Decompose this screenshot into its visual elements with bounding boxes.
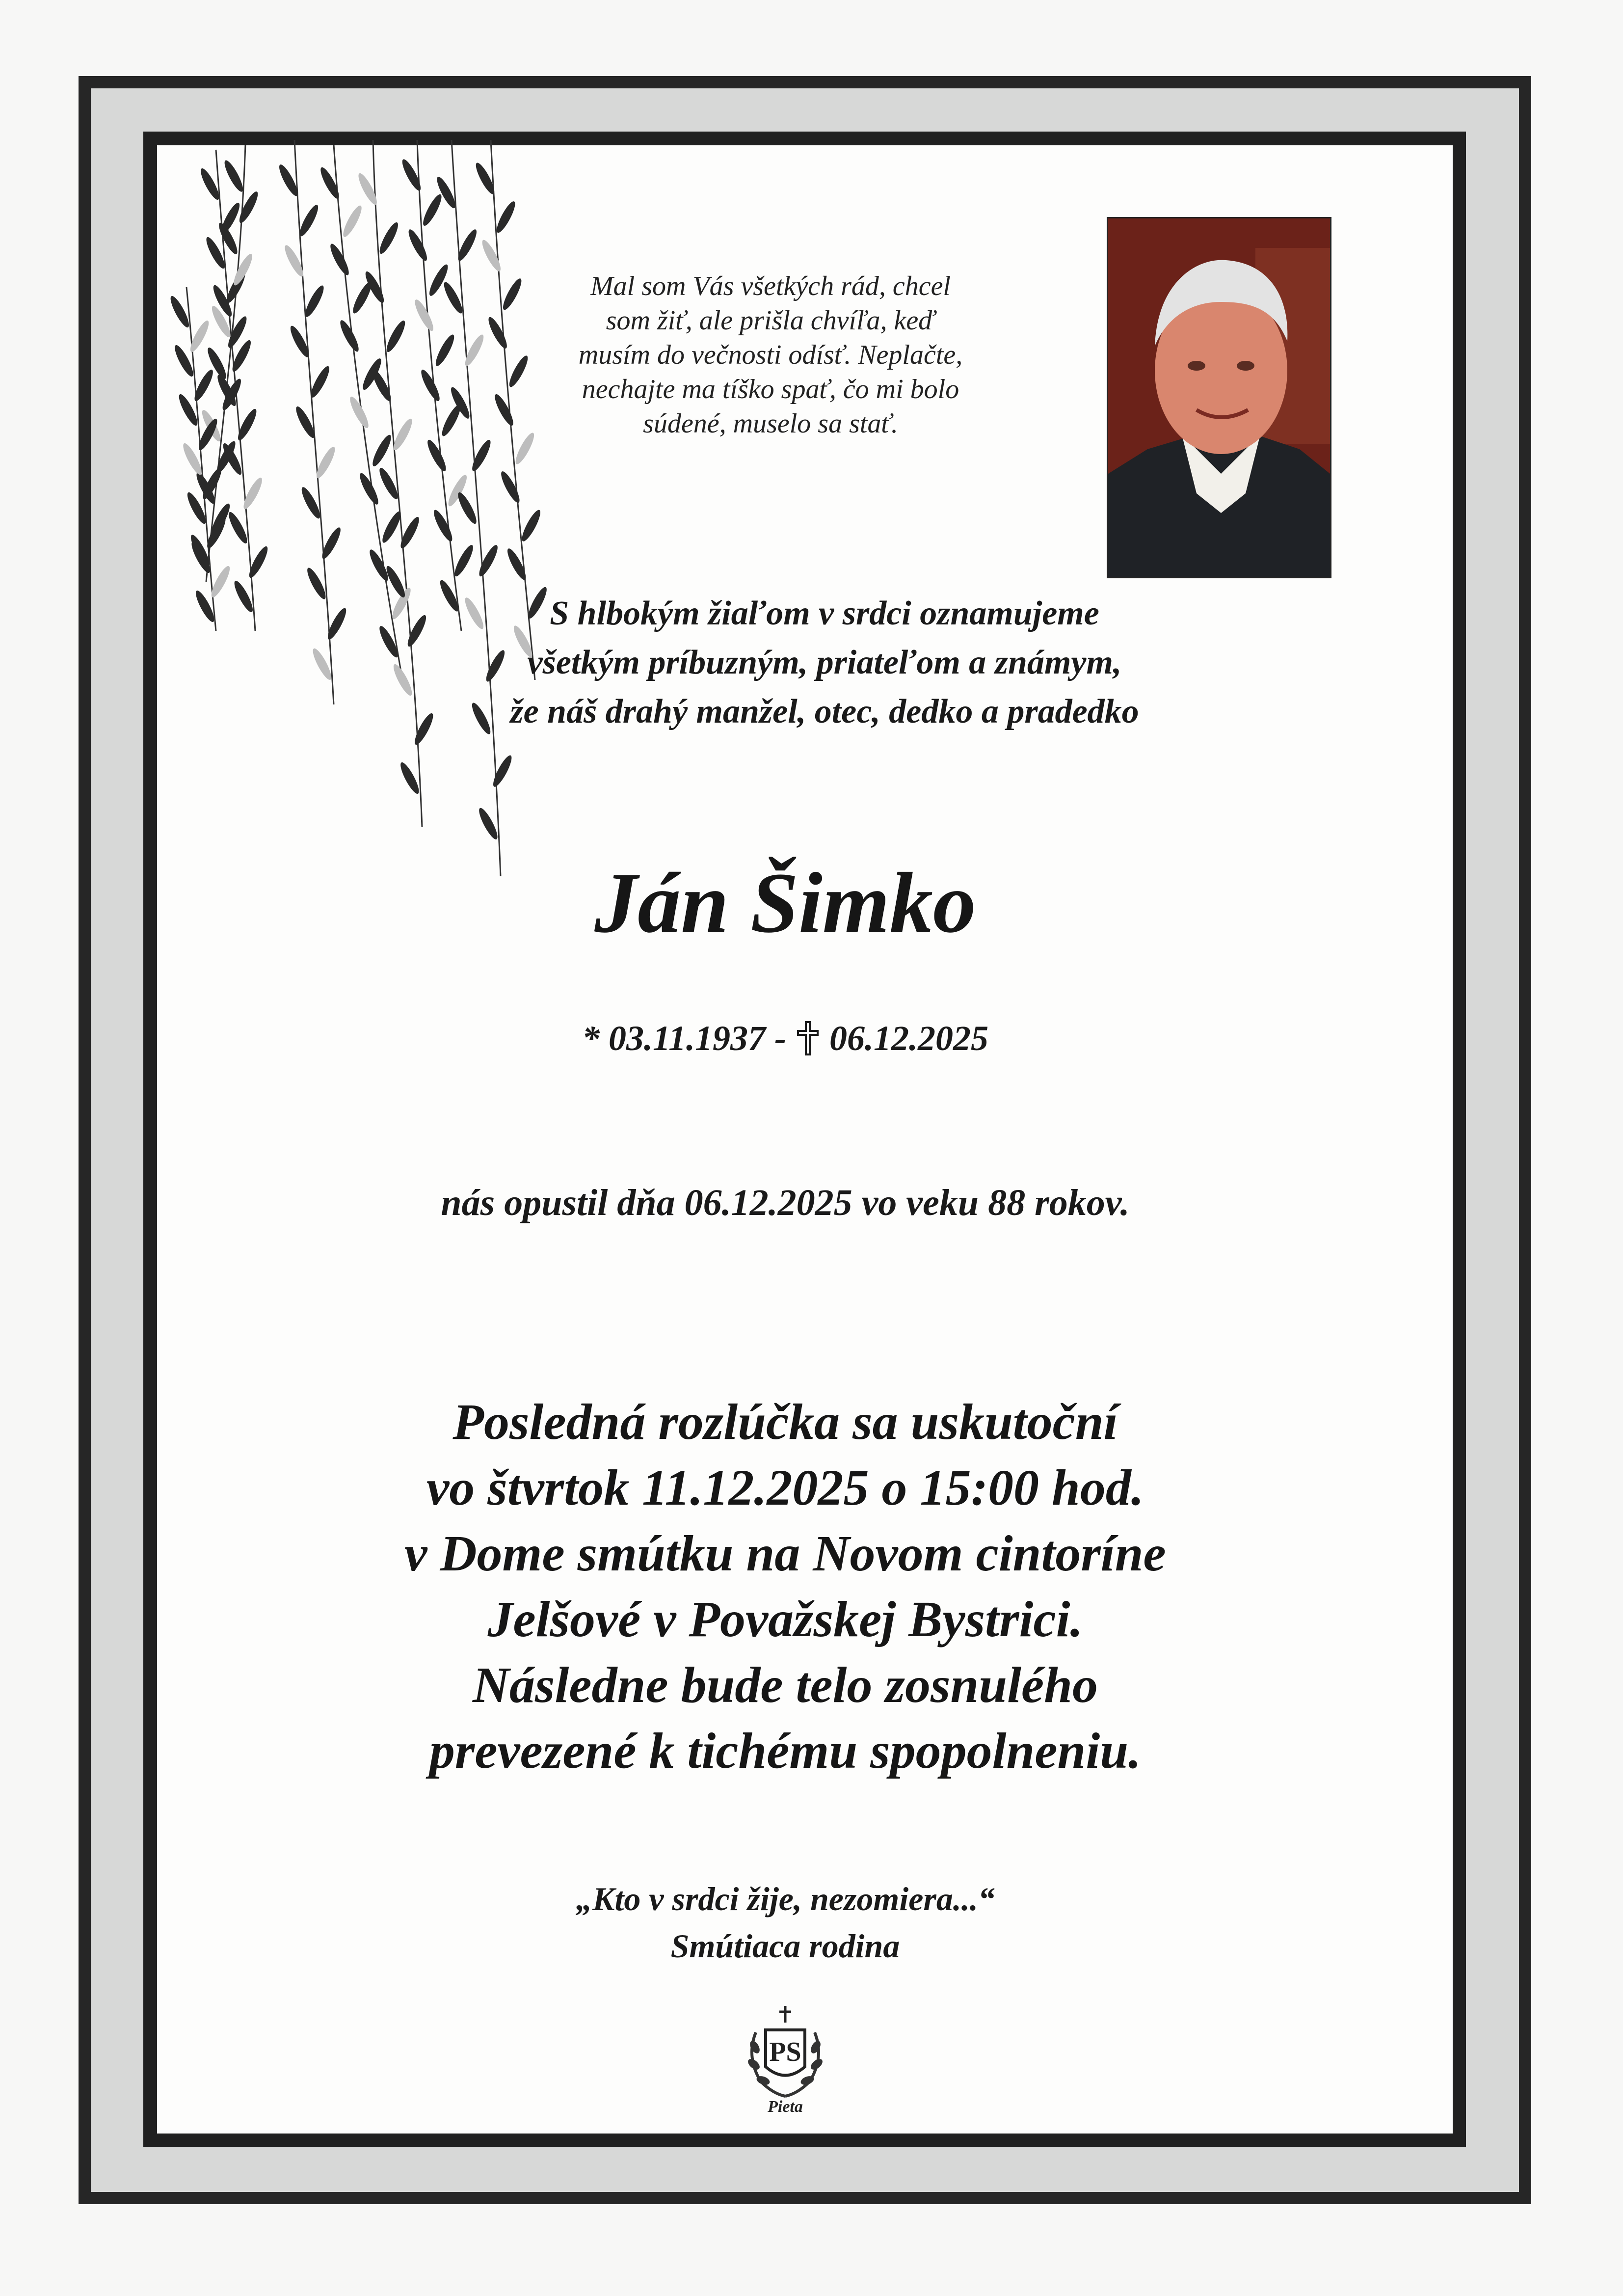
announcement-line: že náš drahý manžel, otec, dedko a pradedko — [510, 693, 1139, 730]
willow-leaf — [221, 159, 246, 194]
willow-leaf — [376, 624, 401, 659]
announcement — [422, 589, 1227, 736]
signature: Smútiaca rodina — [670, 1927, 900, 1965]
willow-leaf — [302, 284, 327, 319]
willow-leaf — [370, 368, 394, 403]
announcement-line: S hlbokým žiaľom v srdci oznamujeme — [550, 594, 1099, 632]
willow-leaf — [398, 760, 422, 796]
willow-leaf — [337, 318, 362, 353]
ceremony-line: prevezené k tichému spopolneniu. — [429, 1723, 1142, 1779]
portrait-illustration — [1108, 218, 1330, 577]
willow-leaf — [327, 242, 352, 277]
willow-leaf — [376, 220, 401, 256]
willow-leaf — [490, 754, 515, 789]
willow-leaf — [476, 543, 501, 578]
willow-leaf — [367, 547, 391, 583]
willow-leaf — [498, 469, 523, 505]
closing-quote: „Kto v srdci žije, nezomiera...“ — [576, 1880, 995, 1918]
portrait-photo — [1107, 217, 1331, 578]
ceremony-line: Následne bude telo zosnulého — [472, 1657, 1098, 1713]
willow-leaf — [494, 199, 518, 235]
life-dates — [442, 1016, 1129, 1060]
willow-leaf — [500, 276, 525, 312]
poem-line: nechajte ma tíško spať, čo mi bolo — [582, 374, 959, 405]
willow-leaf — [318, 165, 342, 201]
willow-leaf — [399, 157, 424, 192]
willow-leaf — [505, 546, 529, 582]
willow-leaf — [455, 490, 479, 526]
willow-leaf — [297, 203, 321, 238]
willow-leaf — [473, 161, 498, 196]
willow-leaf — [452, 543, 476, 578]
willow-leaf — [405, 227, 430, 263]
willow-leaf — [412, 297, 436, 333]
poem-line: súdené, muselo sa stať. — [643, 408, 898, 439]
willow-leaf — [418, 368, 443, 403]
willow-leaf — [355, 171, 380, 207]
willow-leaf — [391, 417, 415, 452]
death-date: 06.12.2025 — [829, 1019, 988, 1058]
willow-leaf — [384, 319, 408, 354]
willow-leaf — [492, 392, 516, 428]
birth-date: * 03.11.1937 - — [582, 1019, 786, 1058]
announcement-line: všetkým príbuzným, priateľom a známym, — [527, 644, 1122, 681]
willow-leaf — [425, 438, 449, 473]
ceremony-line: v Dome smútku na Novom cintoríne — [404, 1525, 1166, 1582]
pieta-logo-icon — [736, 2003, 834, 2116]
departed-statement: nás opustil dňa 06.12.2025 vo veku 88 rokov. — [441, 1182, 1130, 1223]
ceremony-line: vo štvrtok 11.12.2025 o 15:00 hod. — [426, 1459, 1144, 1516]
willow-leaf — [282, 243, 306, 278]
logo-wordmark: Pieta — [768, 2098, 803, 2116]
deceased-name: Ján Šimko — [594, 855, 976, 951]
willow-leaf — [237, 189, 261, 225]
logo-monogram: PS — [769, 2037, 801, 2067]
willow-leaf — [370, 433, 394, 468]
willow-leaf — [391, 662, 415, 698]
willow-leaf — [420, 192, 445, 228]
poem-line: Mal som Vás všetkých rád, chcel — [590, 271, 951, 301]
poem-line: musím do večnosti odísť. Neplačte, — [578, 340, 963, 370]
willow-leaf — [357, 471, 381, 507]
willow-leaf — [519, 508, 543, 543]
closing — [344, 1875, 1227, 1970]
willow-leaf — [308, 364, 332, 400]
farewell-poem — [525, 269, 1016, 441]
willow-leaf — [485, 315, 510, 351]
willow-leaf — [379, 510, 404, 545]
willow-leaf — [431, 508, 455, 543]
willow-leaf — [288, 324, 312, 359]
cross-icon — [795, 1021, 821, 1055]
ceremony-line: Posledná rozlúčka sa uskutoční — [452, 1394, 1118, 1450]
poem-line: som žiť, ale prišla chvíľa, keď — [606, 305, 935, 336]
willow-leaf — [340, 204, 365, 239]
willow-leaf — [433, 333, 457, 368]
willow-leaf — [479, 238, 504, 273]
ceremony-details — [245, 1389, 1325, 1784]
ceremony-line: Jelšové v Považskej Bystrici. — [487, 1591, 1083, 1648]
willow-leaf — [476, 806, 501, 841]
